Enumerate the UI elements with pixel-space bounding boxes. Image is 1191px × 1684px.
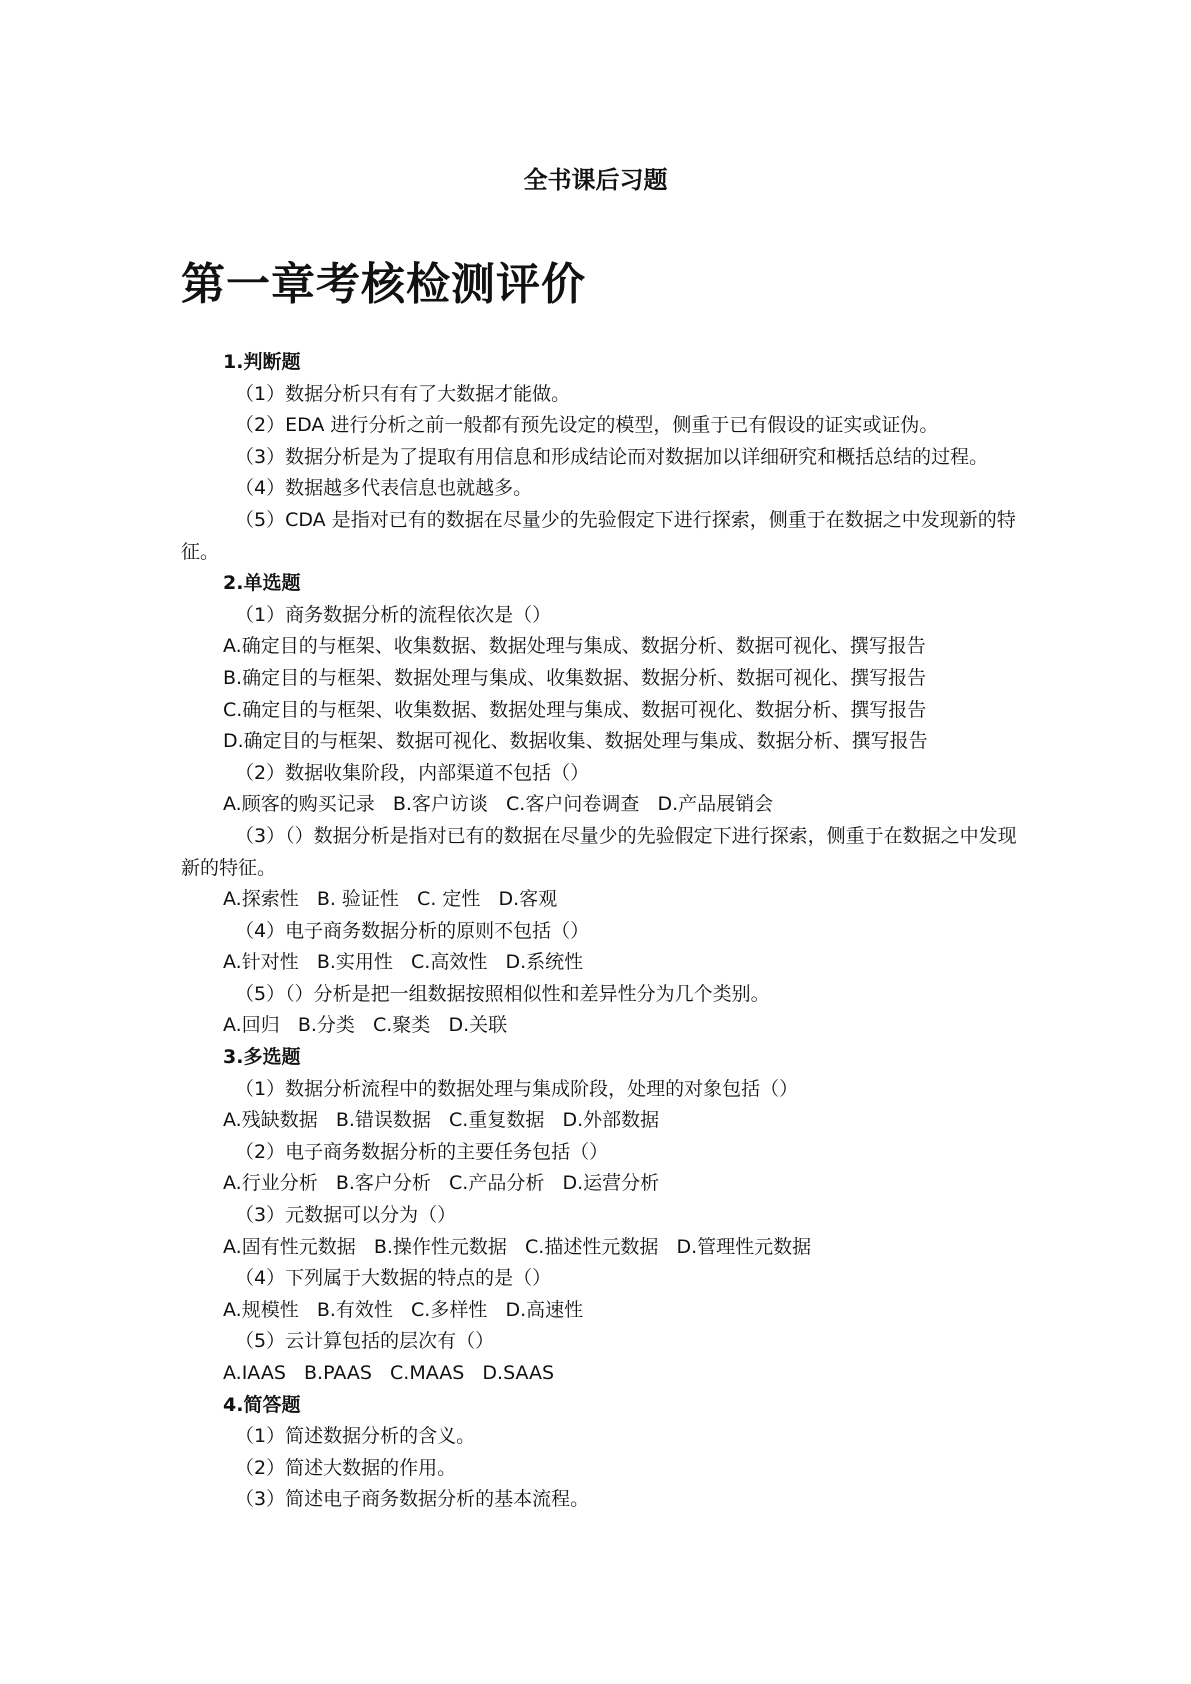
question-text: （1）数据分析流程中的数据处理与集成阶段，处理的对象包括（）	[235, 1077, 799, 1100]
question-text: （4）电子商务数据分析的原则不包括（）	[235, 919, 590, 942]
question-text: （5）CDA 是指对已有的数据在尽量少的先验假定下进行探索，侧重于在数据之中发现新的特征。	[181, 508, 1016, 563]
answer-options: A.固有性元数据 B.操作性元数据 C.描述性元数据 D.管理性元数据	[223, 1235, 812, 1258]
question-text: （1）商务数据分析的流程依次是（）	[235, 603, 552, 626]
question-text: （2）简述大数据的作用。	[235, 1456, 457, 1479]
answer-options: A.顾客的购买记录 B.客户访谈 C.客户问卷调查 D.产品展销会	[223, 793, 774, 816]
chapter-heading: 第一章考核检测评价	[181, 259, 586, 310]
answer-options: B.确定目的与框架、数据处理与集成、收集数据、数据分析、数据可视化、撰写报告	[223, 666, 927, 689]
question-text: （1）简述数据分析的含义。	[235, 1425, 476, 1448]
answer-options: A.规模性 B.有效性 C.多样性 D.高速性	[223, 1298, 584, 1321]
question-text: （3）（）数据分析是指对已有的数据在尽量少的先验假定下进行探索，侧重于在数据之中发现新的特征。	[181, 824, 1017, 879]
answer-options: C.确定目的与框架、收集数据、数据处理与集成、数据可视化、数据分析、撰写报告	[223, 698, 927, 721]
answer-options: A.IAAS B.PAAS C.MAAS D.SAAS	[223, 1362, 555, 1384]
question-text: （1）数据分析只有有了大数据才能做。	[235, 382, 571, 405]
answer-options: A.行业分析 B.客户分析 C.产品分析 D.运营分析	[223, 1172, 660, 1195]
question-text: （3）元数据可以分为（）	[235, 1204, 457, 1227]
question-text: （4）下列属于大数据的特点的是（）	[235, 1267, 552, 1290]
question-text: （3）数据分析是为了提取有用信息和形成结论而对数据加以详细研究和概括总结的过程。	[235, 445, 989, 468]
question-text: （2）电子商务数据分析的主要任务包括（）	[235, 1140, 609, 1163]
question-text: （2）EDA 进行分析之前一般都有预先设定的模型，侧重于已有假设的证实或证伪。	[235, 414, 939, 437]
section-title: 3.多选题	[223, 1046, 301, 1069]
answer-options: A.残缺数据 B.错误数据 C.重复数据 D.外部数据	[223, 1109, 660, 1132]
question-text: （3）简述电子商务数据分析的基本流程。	[235, 1488, 590, 1511]
document-title: 全书课后习题	[523, 166, 668, 194]
section-title: 1.判断题	[223, 351, 301, 373]
question-text: （2）数据收集阶段，内部渠道不包括（）	[235, 761, 590, 784]
answer-options: A.针对性 B.实用性 C.高效性 D.系统性	[223, 951, 584, 974]
question-text: （4）数据越多代表信息也就越多。	[235, 477, 533, 500]
exercise-content	[181, 347, 1021, 1516]
question-text: （5）（）分析是把一组数据按照相似性和差异性分为几个类别。	[235, 982, 770, 1005]
answer-options: A.探索性 B. 验证性 C. 定性 D.客观	[223, 888, 558, 911]
answer-options: A.回归 B.分类 C.聚类 D.关联	[223, 1014, 508, 1037]
question-text: （5）云计算包括的层次有（）	[235, 1330, 495, 1353]
section-title: 2.单选题	[223, 572, 301, 595]
answer-options: D.确定目的与框架、数据可视化、数据收集、数据处理与集成、数据分析、撰写报告	[223, 730, 928, 753]
answer-options: A.确定目的与框架、收集数据、数据处理与集成、数据分析、数据可视化、撰写报告	[223, 635, 926, 658]
section-title: 4.简答题	[223, 1393, 301, 1416]
